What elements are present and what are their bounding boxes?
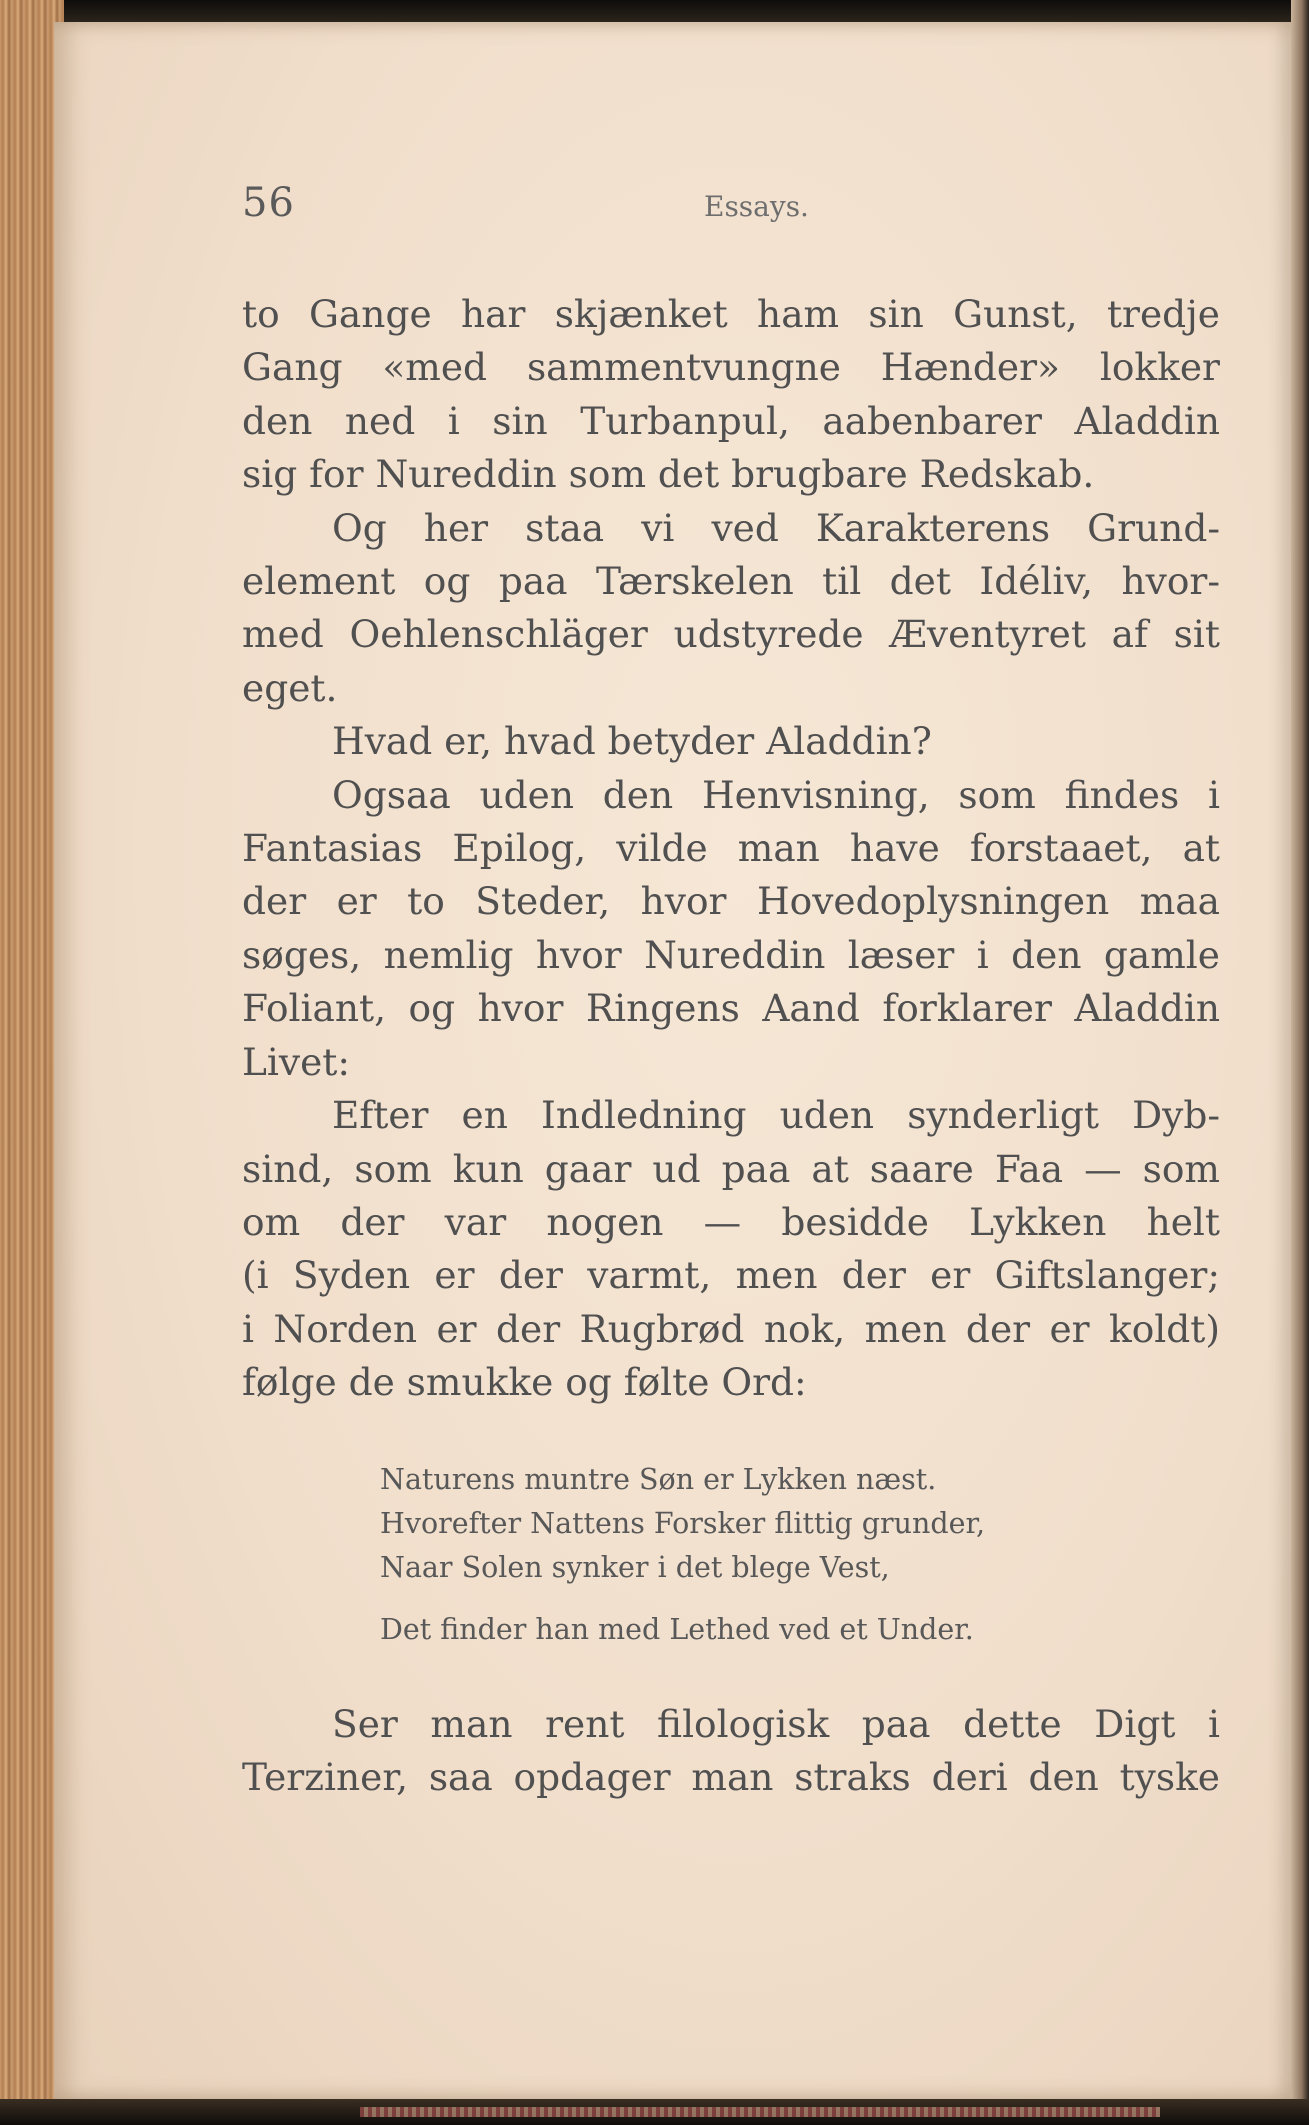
scan-top-edge	[0, 0, 1309, 22]
body-line: om der var nogen — besidde Lykken helt	[242, 1199, 1220, 1244]
body-line: Gang «med sammentvungne Hænder» lokker	[242, 345, 1220, 390]
body-line: to Gange har skjænket ham sin Gunst, tredje	[242, 292, 1220, 336]
closing-text	[242, 1698, 1220, 1805]
body-line: (i Syden er der varmt, men der er Giftslanger;	[242, 1253, 1220, 1298]
body-line: sig for Nureddin som det brugbare Redskab.	[242, 452, 1095, 497]
body-line: der er to Steder, hvor Hovedoplysningen maa	[242, 879, 1220, 924]
body-line: Ogsaa uden den Henvisning, som findes i	[332, 772, 1220, 817]
body-line: Terziner, saa opdager man straks deri den tyske	[242, 1755, 1220, 1800]
body-line: følge de smukke og følte Ord:	[242, 1360, 807, 1405]
body-line: element og paa Tærskelen til det Idéliv, hvor-	[242, 559, 1220, 604]
body-line: med Oehlenschläger udstyrede Æventyret af sit	[242, 612, 1220, 657]
body-line: den ned i sin Turbanpul, aabenbarer Aladdin	[242, 398, 1220, 443]
page-edge-right	[1291, 0, 1309, 2125]
body-line: Fantasias Epilog, vilde man have forstaaet, at	[242, 826, 1220, 871]
verse-line: Hvorefter Nattens Forsker flittig grunder,	[380, 1507, 986, 1540]
body-text	[242, 288, 1220, 1410]
page-header	[242, 180, 1242, 250]
page-number: 56	[242, 180, 295, 226]
body-line: eget.	[242, 665, 338, 710]
body-line: Livet:	[242, 1039, 350, 1084]
body-line: sind, som kun gaar ud paa at saare Faa — som	[242, 1146, 1220, 1191]
bottom-binding-strip	[360, 2107, 1160, 2117]
body-line: Efter en Indledning uden synderligt Dyb-	[332, 1093, 1220, 1138]
body-line: Og her staa vi ved Karakterens Grund-	[332, 505, 1220, 550]
verse-line: Naturens muntre Søn er Lykken næst.	[380, 1463, 937, 1496]
body-line: i Norden er der Rugbrød nok, men der er koldt)	[242, 1306, 1220, 1351]
verse-quote	[380, 1458, 1180, 1652]
body-line: Ser man rent filologisk paa dette Digt i	[332, 1702, 1220, 1746]
verse-line: Det finder han med Lethed ved et Under.	[380, 1613, 974, 1646]
body-line: Foliant, og hvor Ringens Aand forklarer Aladdin	[242, 986, 1220, 1031]
body-line: Hvad er, hvad betyder Aladdin?	[332, 719, 932, 764]
running-head: Essays.	[704, 190, 809, 223]
verse-line: Naar Solen synker i det blege Vest,	[380, 1551, 890, 1584]
body-line: søges, nemlig hvor Nureddin læser i den gamle	[242, 932, 1220, 977]
